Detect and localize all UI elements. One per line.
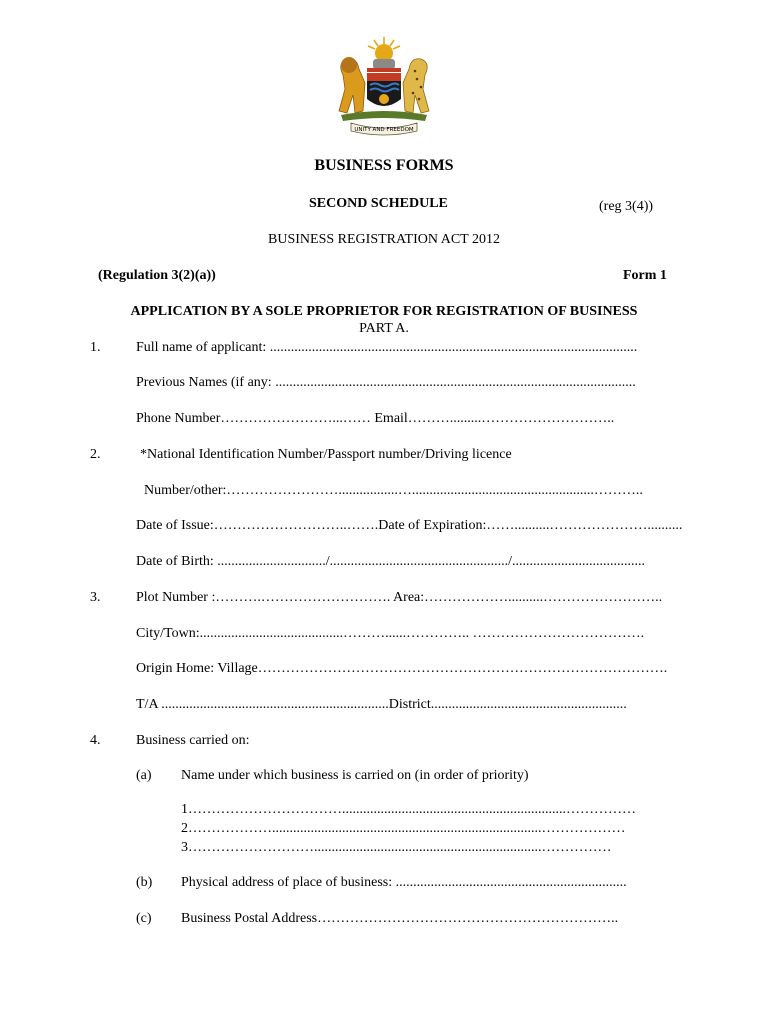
- phone-email-field[interactable]: Phone Number……………………...…… Email……….........………………………..: [136, 411, 615, 426]
- postal-address-field[interactable]: Business Postal Address………………………………………………………..: [181, 911, 619, 926]
- business-name-2-field[interactable]: 2……………….............................................................................………………: [181, 821, 626, 836]
- section-number: 4.: [90, 733, 101, 748]
- plot-area-field[interactable]: Plot Number :……….………………………. Area:………………..........……………………..: [136, 590, 663, 605]
- schedule-heading: SECOND SCHEDULE: [309, 196, 448, 211]
- item-letter: (a): [136, 768, 152, 783]
- application-title: APPLICATION BY A SOLE PROPRIETOR FOR REGISTRATION OF BUSINESS: [130, 304, 638, 319]
- regulation-reference: (reg 3(4)): [599, 199, 654, 214]
- coat-of-arms-emblem: [329, 33, 439, 138]
- full-name-field[interactable]: Full name of applicant: .........................................................................................................: [136, 340, 638, 355]
- helmet: [373, 59, 395, 69]
- id-number-field[interactable]: Number/other:…………………….................…....................................................………..: [144, 483, 643, 498]
- form-number: Form 1: [623, 268, 667, 283]
- physical-address-field[interactable]: Physical address of place of business: ..................................................................: [181, 875, 627, 890]
- item-letter: (c): [136, 911, 152, 926]
- city-town-field[interactable]: City/Town:.........................................………......………….. ……………………………….: [136, 626, 645, 641]
- section-number: 1.: [90, 340, 101, 355]
- act-title: BUSINESS REGISTRATION ACT 2012: [268, 232, 500, 247]
- sun-crest: [368, 37, 400, 62]
- previous-names-field[interactable]: Previous Names (if any: .......................................................................................................: [136, 375, 636, 390]
- item-letter: (b): [136, 875, 153, 890]
- business-name-label: Name under which business is carried on (in order of priority): [181, 768, 529, 783]
- issue-expiration-field[interactable]: Date of Issue:………………………..…….Date of Expiration:……..........…………………..........: [136, 518, 683, 533]
- motto-text: UNITY AND FREEDOM: [354, 127, 414, 133]
- wreath: [367, 68, 401, 72]
- section-number: 2.: [90, 447, 101, 462]
- id-number-label: *National Identification Number/Passport number/Driving licence: [140, 447, 512, 462]
- page-title: BUSINESS FORMS: [314, 157, 454, 174]
- business-carried-on-label: Business carried on:: [136, 733, 250, 748]
- date-of-birth-field[interactable]: Date of Birth: .............................../.................................................../......................................: [136, 554, 646, 569]
- ground: [341, 111, 427, 121]
- lion-supporter: [339, 57, 365, 113]
- part-label: PART A.: [359, 321, 409, 336]
- leopard-supporter: [403, 59, 429, 113]
- business-name-3-field[interactable]: 3……………………….................................................................……………: [181, 840, 612, 855]
- section-number: 3.: [90, 590, 101, 605]
- origin-home-field[interactable]: Origin Home: Village…………………………………………………………………………….: [136, 661, 668, 676]
- regulation-label: (Regulation 3(2)(a)): [98, 268, 216, 283]
- ta-district-field[interactable]: T/A .................................................................District........................................................: [136, 697, 627, 712]
- business-name-1-field[interactable]: 1……………………………................................................................……………: [181, 802, 636, 817]
